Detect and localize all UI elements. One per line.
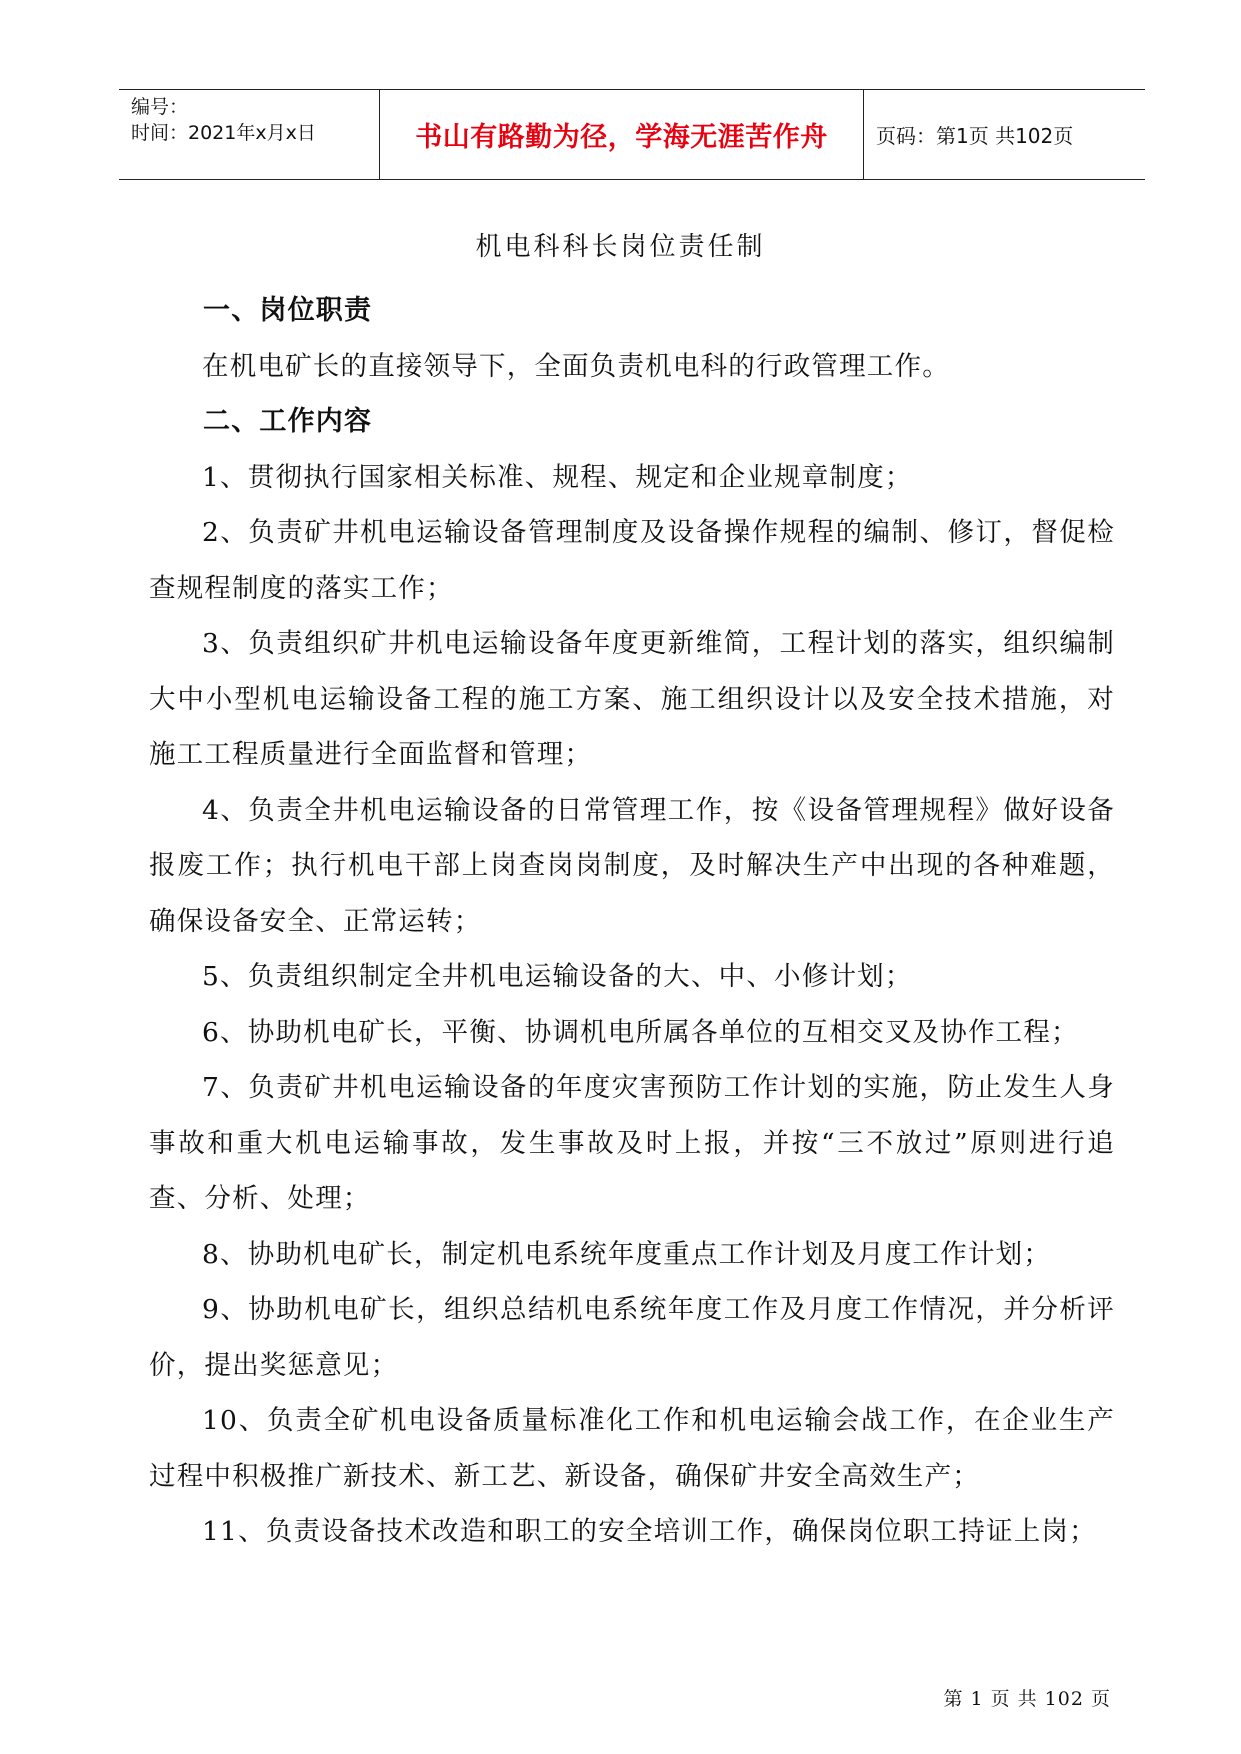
work-item: 7、负责矿井机电运输设备的年度灾害预防工作计划的实施，防止发生人身事故和重大机电运输事故，发生事故及时上报，并按“三不放过”原则进行追查、分析、处理；: [149, 1072, 1115, 1214]
page-footer: 第 1 页 共 102 页: [943, 1688, 1111, 1710]
work-item: 10、负责全矿机电设备质量标准化工作和机电运输会战工作，在企业生产过程中积极推广新技术、新工艺、新设备，确保矿井安全高效生产；: [149, 1405, 1115, 1492]
work-item: 9、协助机电矿长，组织总结机电系统年度工作及月度工作情况，并分析评价，提出奖惩意见；: [149, 1294, 1115, 1381]
document-number-label: 编号：: [131, 96, 189, 118]
section-heading-duties: 一、岗位职责: [203, 295, 373, 326]
work-item: 1、贯彻执行国家相关标准、规程、规定和企业规章制度；: [202, 461, 913, 493]
work-item: 6、协助机电矿长，平衡、协调机电所属各单位的互相交叉及协作工程；: [202, 1016, 1079, 1048]
work-item: 3、负责组织矿井机电运输设备年度更新维简，工程计划的落实，组织编制大中小型机电运输设备工程的施工方案、施工组织设计以及安全技术措施，对施工工程质量进行全面监督和管理；: [149, 628, 1115, 770]
work-item: 4、负责全井机电运输设备的日常管理工作，按《设备管理规程》做好设备报废工作；执行机电干部上岗查岗岗制度，及时解决生产中出现的各种难题，确保设备安全、正常运转；: [149, 794, 1115, 937]
header-meta-cell: [119, 90, 380, 179]
work-item: 8、协助机电矿长，制定机电系统年度重点工作计划及月度工作计划；: [202, 1238, 1052, 1270]
work-item: 11、负责设备技术改造和职工的安全培训工作，确保岗位职工持证上岗；: [202, 1516, 1097, 1547]
section-duties-text: 在机电矿长的直接领导下，全面负责机电科的行政管理工作。: [202, 350, 950, 382]
document-title: 机电科科长岗位责任制: [475, 232, 766, 262]
header-motto: 书山有路勤为径，学海无涯苦作舟: [380, 90, 864, 179]
work-item: 5、负责组织制定全井机电运输设备的大、中、小修计划；: [202, 961, 913, 992]
header-table: [119, 89, 1145, 180]
document-time-label: 时间：2021年x月x日: [131, 122, 316, 144]
header-page-info: 页码：第1页 共102页: [876, 124, 1074, 148]
section-heading-work-content: 二、工作内容: [203, 406, 373, 437]
document-body: [149, 283, 1115, 1560]
work-item: 2、负责矿井机电运输设备管理制度及设备操作规程的编制、修订，督促检查规程制度的落实工作；: [149, 517, 1115, 604]
